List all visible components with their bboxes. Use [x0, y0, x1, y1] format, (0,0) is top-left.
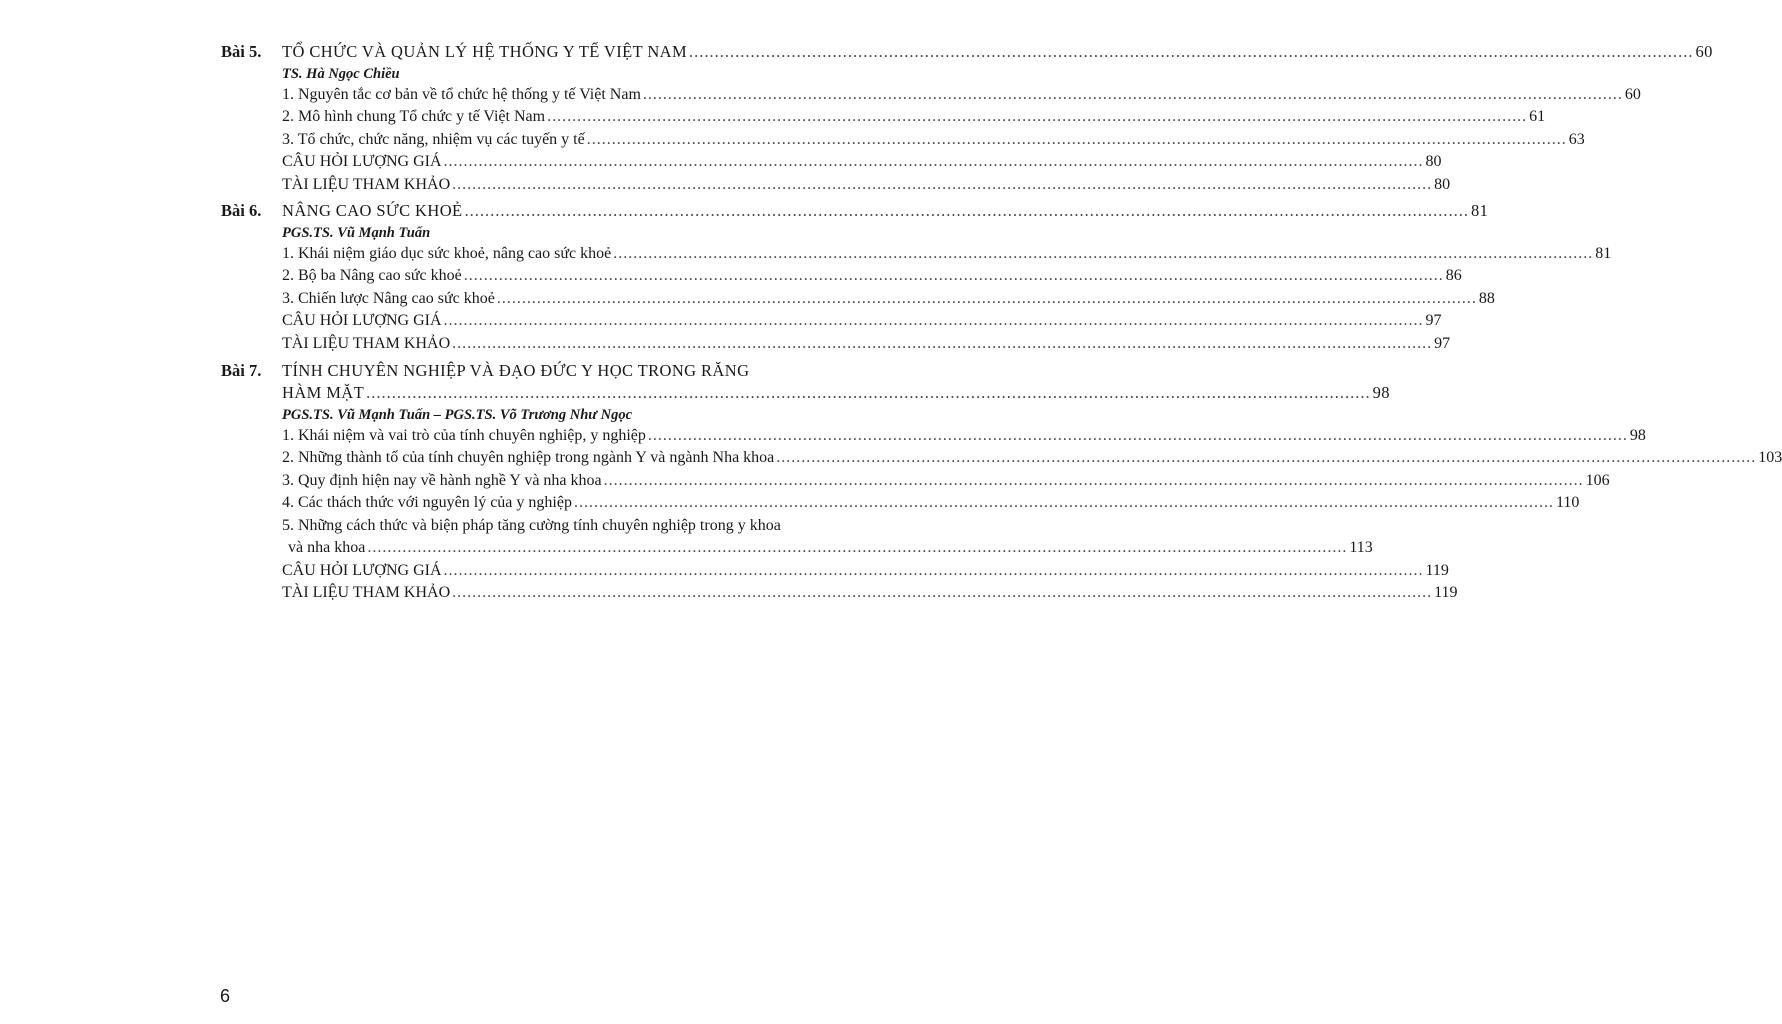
- lesson-title-row[interactable]: [282, 382, 1390, 405]
- lesson-title-line2: HÀM MẶT: [282, 383, 365, 402]
- dot-leader: ....................................................................................................................................................................................................: [443, 561, 1424, 579]
- entry-text-line2: và nha khoa: [288, 538, 366, 556]
- entry-text: 3. Tổ chức, chức năng, nhiệm vụ các tuyến y tế: [282, 130, 585, 148]
- dot-leader: ....................................................................................................................................................................................................: [452, 175, 1433, 193]
- toc-entry[interactable]: [282, 243, 1612, 266]
- lesson-number: Bài 6.: [221, 201, 262, 220]
- toc-entry[interactable]: [282, 492, 1580, 515]
- entry-text-line1: 5. Những cách thức và biện pháp tăng cường tính chuyên nghiệp trong y khoa: [282, 516, 781, 534]
- dot-leader: ....................................................................................................................................................................................................: [613, 244, 1594, 262]
- entry-text: CÂU HỎI LƯỢNG GIÁ: [282, 561, 442, 579]
- entry-text: TÀI LIỆU THAM KHẢO: [282, 334, 451, 352]
- dot-leader: ....................................................................................................................................................................................................: [642, 85, 1623, 103]
- lesson-title-line1: TÍNH CHUYÊN NGHIỆP VÀ ĐẠO ĐỨC Y HỌC TRONG RĂNG: [282, 361, 750, 380]
- dot-leader: ....................................................................................................................................................................................................: [443, 312, 1424, 330]
- dot-leader: ....................................................................................................................................................................................................: [776, 449, 1757, 467]
- dot-leader: ....................................................................................................................................................................................................: [464, 201, 1469, 220]
- page-ref: 80: [1434, 175, 1451, 193]
- page-ref: 81: [1595, 244, 1612, 262]
- toc-entry[interactable]: [282, 84, 1641, 107]
- toc-entry[interactable]: [282, 333, 1451, 356]
- dot-leader: ....................................................................................................................................................................................................: [603, 471, 1584, 489]
- lesson-title-row[interactable]: [282, 41, 1713, 64]
- lesson-title-row[interactable]: [282, 200, 1489, 223]
- toc-entry[interactable]: [282, 582, 1458, 605]
- page-ref: 106: [1585, 471, 1610, 489]
- entry-text: 3. Quy định hiện nay về hành nghề Y và nha khoa: [282, 471, 602, 489]
- page-ref: 98: [1372, 383, 1390, 402]
- page-ref: 97: [1434, 334, 1451, 352]
- toc-entry[interactable]: [282, 174, 1451, 197]
- toc-entry[interactable]: [282, 151, 1442, 174]
- page-number: 6: [220, 986, 231, 1006]
- dot-leader: ....................................................................................................................................................................................................: [366, 383, 1371, 402]
- lesson-number: Bài 5.: [221, 42, 262, 61]
- dot-leader: ....................................................................................................................................................................................................: [573, 494, 1554, 512]
- page-ref: 97: [1425, 312, 1442, 330]
- page-ref: 61: [1529, 108, 1546, 126]
- toc-entry[interactable]: [282, 537, 1373, 560]
- entry-text: 4. Các thách thức với nguyên lý của y nghiệp: [282, 494, 572, 512]
- page-ref: 81: [1471, 201, 1489, 220]
- dot-leader: ....................................................................................................................................................................................................: [463, 267, 1444, 285]
- dot-leader: ....................................................................................................................................................................................................: [689, 42, 1694, 61]
- page-ref: 119: [1434, 584, 1458, 602]
- page-ref: 63: [1568, 130, 1585, 148]
- page-ref: 60: [1695, 42, 1713, 61]
- entry-text: 3. Chiến lược Nâng cao sức khoẻ: [282, 289, 495, 307]
- entry-text: CÂU HỎI LƯỢNG GIÁ: [282, 312, 442, 330]
- entry-text: CÂU HỎI LƯỢNG GIÁ: [282, 153, 442, 171]
- lesson-number: Bài 7.: [221, 361, 262, 380]
- page-ref: 86: [1445, 267, 1462, 285]
- page-ref: 80: [1425, 153, 1442, 171]
- toc-entry[interactable]: [282, 447, 1782, 470]
- page-ref: 110: [1555, 494, 1580, 512]
- toc-entry[interactable]: [282, 288, 1495, 311]
- entry-text: 2. Những thành tố của tính chuyên nghiệp trong ngành Y và ngành Nha khoa: [282, 449, 775, 467]
- toc-entry[interactable]: [282, 425, 1646, 448]
- toc-entry[interactable]: [282, 560, 1449, 583]
- entry-text: 1. Khái niệm giáo dục sức khoẻ, nâng cao sức khoẻ: [282, 244, 612, 262]
- page-ref: 60: [1624, 85, 1641, 103]
- entry-text: TÀI LIỆU THAM KHẢO: [282, 584, 451, 602]
- page-ref: 113: [1349, 538, 1373, 556]
- toc-entry[interactable]: [282, 470, 1610, 493]
- page-ref: 88: [1478, 289, 1495, 307]
- page-ref: 119: [1425, 561, 1449, 579]
- dot-leader: ....................................................................................................................................................................................................: [547, 108, 1528, 126]
- lesson-title: NÂNG CAO SỨC KHOẺ: [282, 201, 463, 220]
- lesson-author: PGS.TS. Vũ Mạnh Tuấn: [282, 224, 431, 241]
- page-ref: 103: [1758, 449, 1782, 467]
- dot-leader: ....................................................................................................................................................................................................: [647, 426, 1628, 444]
- entry-text: 2. Bộ ba Nâng cao sức khoẻ: [282, 267, 462, 285]
- entry-text: 2. Mô hình chung Tổ chức y tế Việt Nam: [282, 108, 546, 126]
- toc-entry[interactable]: [282, 310, 1442, 333]
- lesson-title: TỔ CHỨC VÀ QUẢN LÝ HỆ THỐNG Y TẾ VIỆT NAM: [282, 42, 688, 61]
- toc-entry[interactable]: [282, 106, 1546, 129]
- lesson-author: TS. Hà Ngọc Chiều: [282, 65, 400, 82]
- entry-text: TÀI LIỆU THAM KHẢO: [282, 175, 451, 193]
- dot-leader: ....................................................................................................................................................................................................: [496, 289, 1477, 307]
- toc-entry[interactable]: [282, 265, 1462, 288]
- dot-leader: ....................................................................................................................................................................................................: [443, 153, 1424, 171]
- dot-leader: ....................................................................................................................................................................................................: [452, 334, 1433, 352]
- page-ref: 98: [1629, 426, 1646, 444]
- dot-leader: ....................................................................................................................................................................................................: [452, 584, 1433, 602]
- entry-text: 1. Nguyên tắc cơ bản về tổ chức hệ thống y tế Việt Nam: [282, 85, 641, 103]
- dot-leader: ....................................................................................................................................................................................................: [586, 130, 1567, 148]
- entry-text: 1. Khái niệm và vai trò của tính chuyên nghiệp, y nghiệp: [282, 426, 646, 444]
- lesson-author: PGS.TS. Vũ Mạnh Tuấn – PGS.TS. Võ Trương Như Ngọc: [282, 406, 633, 423]
- dot-leader: ....................................................................................................................................................................................................: [367, 538, 1348, 556]
- toc-entry[interactable]: [282, 129, 1585, 152]
